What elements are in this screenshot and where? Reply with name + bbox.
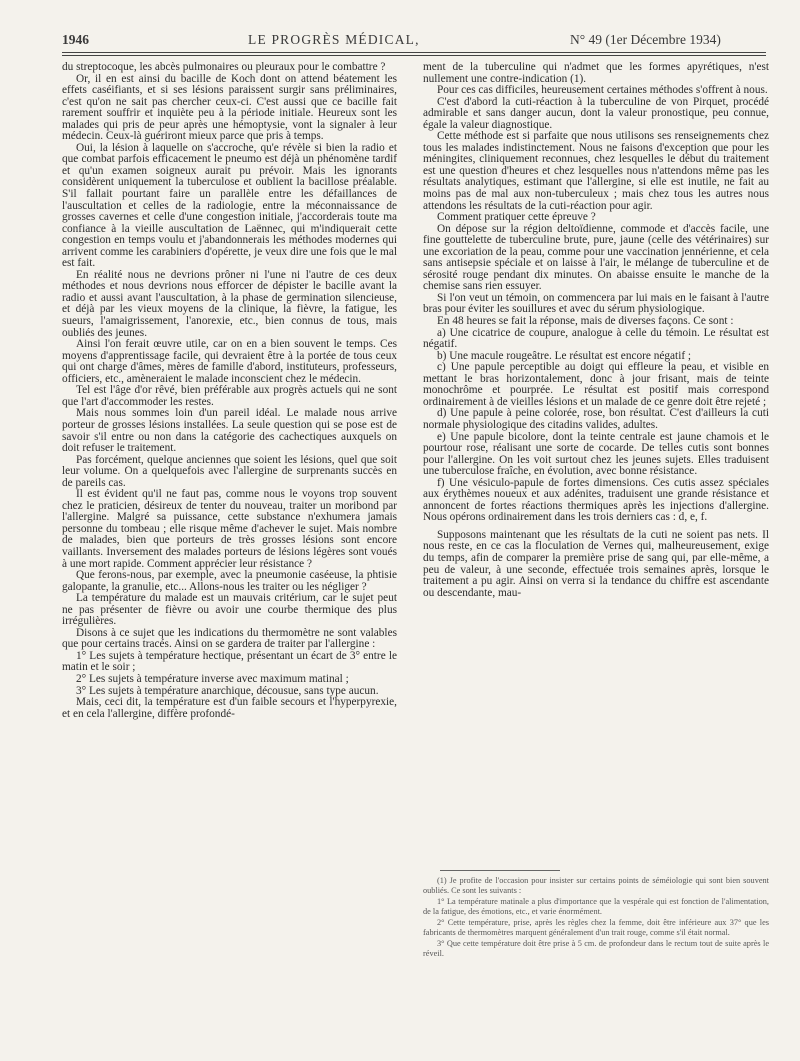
footnote: 2° Cette température, prise, après les règles chez la femme, doit être inférieure aux 37° que les fabricants de thermomètres marquent généralement d'un trait rouge, comme s'il était normal. xyxy=(423,918,769,937)
paragraph: Tel est l'âge d'or rêvé, bien préférable aux progrès actuels qui ne sont que l'art d'accommoder les restes. xyxy=(62,384,397,408)
paragraph: Mais nous sommes loin d'un pareil idéal. Le malade nous arrive porteur de grosses lésions installées. La seule question qui se pose est de savoir s'il entre ou non dans la catégorie des cachectiques auxquels on doit refuser le traitement. xyxy=(62,407,397,455)
paragraph: Disons à ce sujet que les indications du thermomètre ne sont valables que pour certains tracés. Ainsi on se gardera de traiter par l'allergine : xyxy=(62,626,397,651)
paragraph: Comment pratiquer cette épreuve ? xyxy=(437,211,596,224)
paragraph: ment de la tuberculine qui n'admet que les formes apyrétiques, n'est nullement une contre-indication (1). xyxy=(423,61,769,85)
paragraph: Pas forcément, quelque anciennes que soient les lésions, quel que soit leur volume. On a quelquefois avec l'allergine de surprenants succès en de pareils cas. xyxy=(62,453,397,489)
list-item: b) Une macule rougeâtre. Le résultat est encore négatif ; xyxy=(437,349,692,362)
paragraph: En réalité nous ne devrions prôner ni l'une ni l'autre de ces deux méthodes et nous devrions nous efforcer de dépister le bacille avant la radio et aussi avant l'auscultation, à la phase de germination silencieuse, et déjà par les vieux moyens de la clinique, la fièvre, la fatigue, les sueurs, l'amaigrissement, l'anorexie, etc., bien connus de tous, mais oubliés des jeunes. xyxy=(62,268,397,339)
list-item: e) Une papule bicolore, dont la teinte centrale est jaune chamois et le pourtour rose, réalisant une sorte de cocarde. De telles cutis sont bonnes pour l'allergine. On les voit surtout chez les jeunes sujets. Elles traduisent une tuberculose fraîche, en évolution, avec bonne résistance. xyxy=(423,430,769,478)
paragraph: On dépose sur la région deltoïdienne, commode et d'accès facile, une fine gouttelette de tuberculine brute, pure, jaune (celle des vétérinaires) sur une excoriation de la peau, comme pour une vaccination jennérienne, et cela sans antisepsie spéciale et on laisse à l'air, le mélange de tuberculine et de sérosité rouge pendant dix minutes. On abaisse ensuite le manche de la chemise sans rien essuyer. xyxy=(423,222,769,293)
paragraph: En 48 heures se fait la réponse, mais de diverses façons. Ce sont : xyxy=(437,315,734,328)
issue-date: N° 49 (1er Décembre 1934) xyxy=(570,32,721,47)
paragraph: La température du malade est un mauvais critérium, car le sujet peut ne pas présenter de fièvre ou avoir une courbe thermique des plus irrégulières. xyxy=(62,592,397,628)
footnote: 3° Que cette température doit être prise à 5 cm. de profondeur dans le rectum tout de suite après le réveil. xyxy=(423,939,769,958)
footnote: 1° La température matinale a plus d'importance que la vespérale qui est fonction de l'alimentation, de la fatigue, des émotions, etc., et varie énormément. xyxy=(423,897,769,916)
list-item: a) Une cicatrice de coupure, analogue à celle du témoin. Le résultat est négatif. xyxy=(423,326,769,351)
list-item: 2° Les sujets à température inverse avec maximum matinal ; xyxy=(76,672,349,685)
running-header xyxy=(62,32,766,50)
paragraph: Il est évident qu'il ne faut pas, comme nous le voyons trop souvent chez le praticien, désireux de tenter du nouveau, traiter un moribond par l'allergine. Malgré sa puissance, cette substance n'exhumera jamais personne du tombeau ; elle risque même d'achever le sujet. Mais nombre de malades, bien que porteurs de très grosses lésions sont encore vaillants. Inversement des malades porteurs de lésions légères sont voués à une mort rapide. Comment apprécier leur résistance ? xyxy=(62,488,397,570)
paragraph: Mais, ceci dit, la température est d'un faible secours et l'hyperpyrexie, et en cela l'allergine, diffère profondé- xyxy=(62,696,397,720)
paragraph: Que ferons-nous, par exemple, avec la pneumonie caséeuse, la phtisie galopante, la granulie, etc... Allons-nous les traiter ou les négliger ? xyxy=(62,569,397,593)
list-item: 3° Les sujets à température anarchique, décousue, sans type aucun. xyxy=(76,684,379,697)
header-rule-top xyxy=(62,52,766,53)
paragraph: Oui, la lésion à laquelle on s'accroche, qu'e révèle si bien la radio et que combat parfois efficacement le pneumo est déjà un phénomène tardif et qu'un examen soigneux aurait pu prévoir. Mais les ignorants considèrent uniquement la tuberculose et oublient la bacillose préalable. S'il fallait pourtant faire un parallèle entre les défaillances de l'auscultation et celles de la radiologie, entre la méconnaissance de grosses cavernes et celle d'une congestion initiale, j'accorderais toute ma confiance à la vieille auscultation de Laënnec, qui m'indiquerait cette congestion en temps voulu et j'abandonnerais les méthodes modernes qui arrivent comme les carabiniers d'opérette, je veux dire une fois que le mal est fait. xyxy=(62,141,397,270)
list-item: c) Une papule perceptible au doigt qui effleure la peau, et visible en mettant le bras horizontalement, donc à jour frisant, mais de teinte monochrôme et pourprée. Le résultat est positif mais correspond ordinairement à de vieilles lésions et un malade de ce genre doit être rejeté ; xyxy=(423,361,769,408)
list-item: f) Une vésiculo-papule de fortes dimensions. Ces cutis assez spéciales aux érythèmes noueux et aux adénites, traduisent une grande résistance et annoncent de fortes réactions thermiques après les injections d'allergine. Nous opérons ordinairement dans les trois derniers cas : d, e, f. xyxy=(423,476,769,524)
footnotes xyxy=(423,876,769,960)
footnote: (1) Je profite de l'occasion pour insister sur certains points de séméiologie qui sont bien souvent oubliés. Ce sont les suivants : xyxy=(423,876,769,895)
right-column xyxy=(423,62,769,599)
list-item: 1° Les sujets à température hectique, présentant un écart de 3° entre le matin et le soir ; xyxy=(62,649,397,674)
paragraph: Pour ces cas difficiles, heureusement certaines méthodes s'offrent à nous. xyxy=(437,84,768,97)
left-column xyxy=(62,62,397,720)
paragraph: C'est d'abord la cuti-réaction à la tuberculine de von Pirquet, procédé admirable et sans danger aucun, dont la valeur pronostique, peu connue, égale la valeur diagnostique. xyxy=(423,95,769,131)
paragraph: Or, il en est ainsi du bacille de Koch dont on attend béatement les effets caséifiants, et si ses lésions paraissent surgir sans préliminaires, c'est qu'on ne sait pas chercher ceux-ci. C'est aussi que ce bacille fait rarement souffrir et inquiète peu à la période initiale. Heureux sont les malades qui pris de peur après une hémoptysie, vont la signaler à leur médecin. Ceux-là guériront mieux parce que pris à temps. xyxy=(62,72,397,143)
header-rule-bottom xyxy=(62,55,766,56)
list-item: d) Une papule à peine colorée, rose, bon résultat. C'est d'ailleurs la cuti normale physiologique des citadins valides, adultes. xyxy=(423,407,769,431)
paragraph: Cette méthode est si parfaite que nous utilisons ses renseignements chez tous les malades indistinctement. Nous ne faisons d'exception que pour les méningites, cliniquement reconnues, chez lesquelles le début du traitement est une question d'heures et chez lesquelles nous n'attendons même pas les résultats analytiques, estimant que l'allergine, si elle est inutile, ne fait au moins pas de mal aux non-tuberculeux ; mais chez tous les autres nous attendons les résultats de la cuti-réaction pour agir. xyxy=(423,130,769,212)
paragraph: Supposons maintenant que les résultats de la cuti ne soient pas nets. Il nous reste, en ce cas la floculation de Vernes qui, malheureusement, exige du temps, afin de comparer la première prise de sang qui, par elle-même, a peu de valeur, à une seconde, effectuée trois semaines après, lorsque le traitement a pu agir. Ainsi on verra si la tendance du chiffre est ascendante ou descendante, mau- xyxy=(423,528,769,599)
paragraph: du streptocoque, les abcès pulmonaires ou pleuraux pour le combattre ? xyxy=(62,61,386,73)
page-number: 1946 xyxy=(62,32,89,47)
footnote-separator xyxy=(440,870,560,871)
paragraph: Si l'on veut un témoin, on commencera par lui mais en le faisant à l'autre bras pour éviter les souillures et avec du sérum physiologique. xyxy=(423,291,769,316)
paragraph: Ainsi l'on ferait œuvre utile, car on en a bien souvent le temps. Ces moyens d'apprentissage facile, qui devraient être à la portée de tous ceux qui ont charge d'âmes, mères de famille d'abord, instituteurs, professeurs, officiers, etc., amèneraient le malade inconscient chez le médecin. xyxy=(62,338,397,385)
journal-title: LE PROGRÈS MÉDICAL, xyxy=(248,32,420,47)
